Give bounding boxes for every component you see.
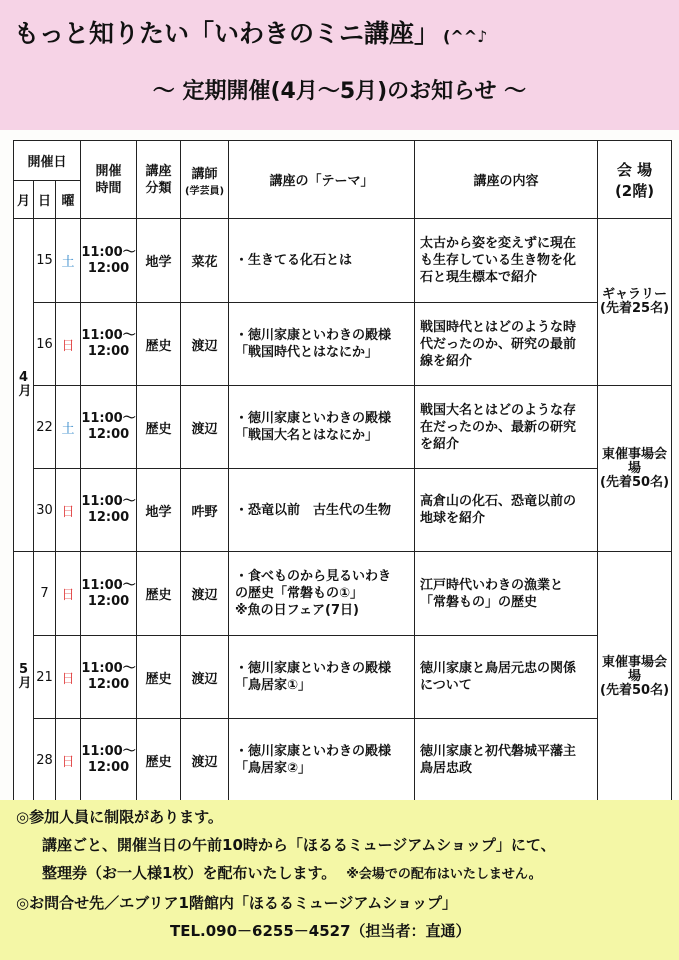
- weekday-cell: 土: [56, 219, 81, 303]
- weekday-cell: 日: [56, 719, 81, 802]
- table-row: [14, 469, 672, 552]
- content-cell: 徳川家康と鳥居元忠の関係 について: [415, 636, 598, 719]
- month-april: 4月: [14, 219, 34, 552]
- lecturer-cell: 渡辺: [181, 719, 229, 802]
- schedule-table: [13, 140, 672, 802]
- table-row: [14, 303, 672, 386]
- lecturer-cell: 渡辺: [181, 552, 229, 636]
- time-cell: 11:00～ 12:00: [81, 219, 137, 303]
- content-cell: 太古から姿を変えずに現在 も生存している生き物を化 石と現生標本で紹介: [415, 219, 598, 303]
- title-emoticon: (^^♪: [443, 27, 488, 46]
- category-cell: 地学: [137, 219, 181, 303]
- theme-cell: ・徳川家康といわきの殿様 「鳥居家②」: [229, 719, 415, 802]
- day-cell: 15: [34, 219, 56, 303]
- content-cell: 戦国時代とはどのような時 代だったのか、研究の最前 線を紹介: [415, 303, 598, 386]
- category-cell: 歴史: [137, 636, 181, 719]
- venue-header: 会 場 (2階): [598, 141, 672, 219]
- month-header: 月: [14, 181, 34, 219]
- page-subtitle: ～ 定期開催(4月～5月)のお知らせ ～: [152, 79, 527, 104]
- day-cell: 16: [34, 303, 56, 386]
- lecturer-cell: 渡辺: [181, 303, 229, 386]
- table-row: [14, 386, 672, 469]
- venue-east-april: 東催事場会場 (先着50名): [598, 386, 672, 552]
- lecturer-cell: 渡辺: [181, 386, 229, 469]
- table-row: [14, 719, 672, 802]
- weekday-cell: 日: [56, 303, 81, 386]
- category-cell: 歴史: [137, 386, 181, 469]
- month-may: 5月: [14, 552, 34, 802]
- table-row: [14, 636, 672, 719]
- weekday-cell: 日: [56, 552, 81, 636]
- page-title: もっと知りたい「いわきのミニ講座」 (^^♪: [14, 19, 488, 48]
- theme-cell: ・徳川家康といわきの殿様 「鳥居家①」: [229, 636, 415, 719]
- venue-gallery: ギャラリー (先着25名): [598, 219, 672, 386]
- lecturer-cell: 吽野: [181, 469, 229, 552]
- category-cell: 地学: [137, 469, 181, 552]
- time-cell: 11:00～ 12:00: [81, 719, 137, 802]
- category-cell: 歴史: [137, 719, 181, 802]
- notice-limit: ◎参加人員に制限があります。: [16, 808, 223, 826]
- time-cell: 11:00～ 12:00: [81, 469, 137, 552]
- weekday-cell: 土: [56, 386, 81, 469]
- time-header: 開催時間: [81, 141, 137, 219]
- notice-ticket-distribution: 整理券（お一人様1枚）を配布いたします。 ※会場での配布はいたしません。: [42, 864, 542, 882]
- theme-cell: ・食べものから見るいわき の歴史「常磐もの①」 ※魚の日フェア(7日): [229, 552, 415, 636]
- time-cell: 11:00～ 12:00: [81, 386, 137, 469]
- time-cell: 11:00～ 12:00: [81, 303, 137, 386]
- lecturer-cell: 菜花: [181, 219, 229, 303]
- lecturer-header: 講師 (学芸員): [181, 141, 229, 219]
- lecturer-cell: 渡辺: [181, 636, 229, 719]
- theme-header: 講座の「テーマ」: [229, 141, 415, 219]
- weekday-cell: 日: [56, 636, 81, 719]
- day-cell: 21: [34, 636, 56, 719]
- category-cell: 歴史: [137, 552, 181, 636]
- theme-cell: ・徳川家康といわきの殿様 「戦国時代とはなにか」: [229, 303, 415, 386]
- notice-ticket-time: 講座ごと、開催当日の午前10時から「ほるるミュージアムショップ」にて、: [42, 836, 556, 854]
- theme-cell: ・徳川家康といわきの殿様 「戦国大名とはなにか」: [229, 386, 415, 469]
- day-cell: 28: [34, 719, 56, 802]
- footer-notice: [0, 800, 679, 960]
- day-cell: 7: [34, 552, 56, 636]
- day-cell: 22: [34, 386, 56, 469]
- time-cell: 11:00～ 12:00: [81, 636, 137, 719]
- contact-location: ◎お問合せ先／エブリア1階館内「ほるるミュージアムショップ」: [16, 894, 457, 912]
- content-header: 講座の内容: [415, 141, 598, 219]
- table-row: [14, 219, 672, 303]
- category-header: 講座分類: [137, 141, 181, 219]
- category-cell: 歴史: [137, 303, 181, 386]
- content-cell: 江戸時代いわきの漁業と 「常磐もの」の歴史: [415, 552, 598, 636]
- theme-cell: ・恐竜以前 古生代の生物: [229, 469, 415, 552]
- content-cell: 徳川家康と初代磐城平藩主 鳥居忠政: [415, 719, 598, 802]
- date-group-header: 開催日: [14, 141, 81, 181]
- weekday-cell: 日: [56, 469, 81, 552]
- header-banner: [0, 0, 679, 130]
- content-cell: 高倉山の化石、恐竜以前の 地球を紹介: [415, 469, 598, 552]
- content-cell: 戦国大名とはどのような存 在だったのか、最新の研究 を紹介: [415, 386, 598, 469]
- notice-venue-note: ※会場での配布はいたしません。: [346, 867, 542, 882]
- contact-phone: TEL.090－6255－4527（担当者：直通）: [170, 922, 471, 940]
- day-header: 日: [34, 181, 56, 219]
- day-cell: 30: [34, 469, 56, 552]
- weekday-header: 曜: [56, 181, 81, 219]
- theme-cell: ・生きてる化石とは: [229, 219, 415, 303]
- venue-east-may: 東催事場会場 (先着50名): [598, 552, 672, 802]
- time-cell: 11:00～ 12:00: [81, 552, 137, 636]
- header-row: [14, 141, 672, 181]
- table-row: [14, 552, 672, 636]
